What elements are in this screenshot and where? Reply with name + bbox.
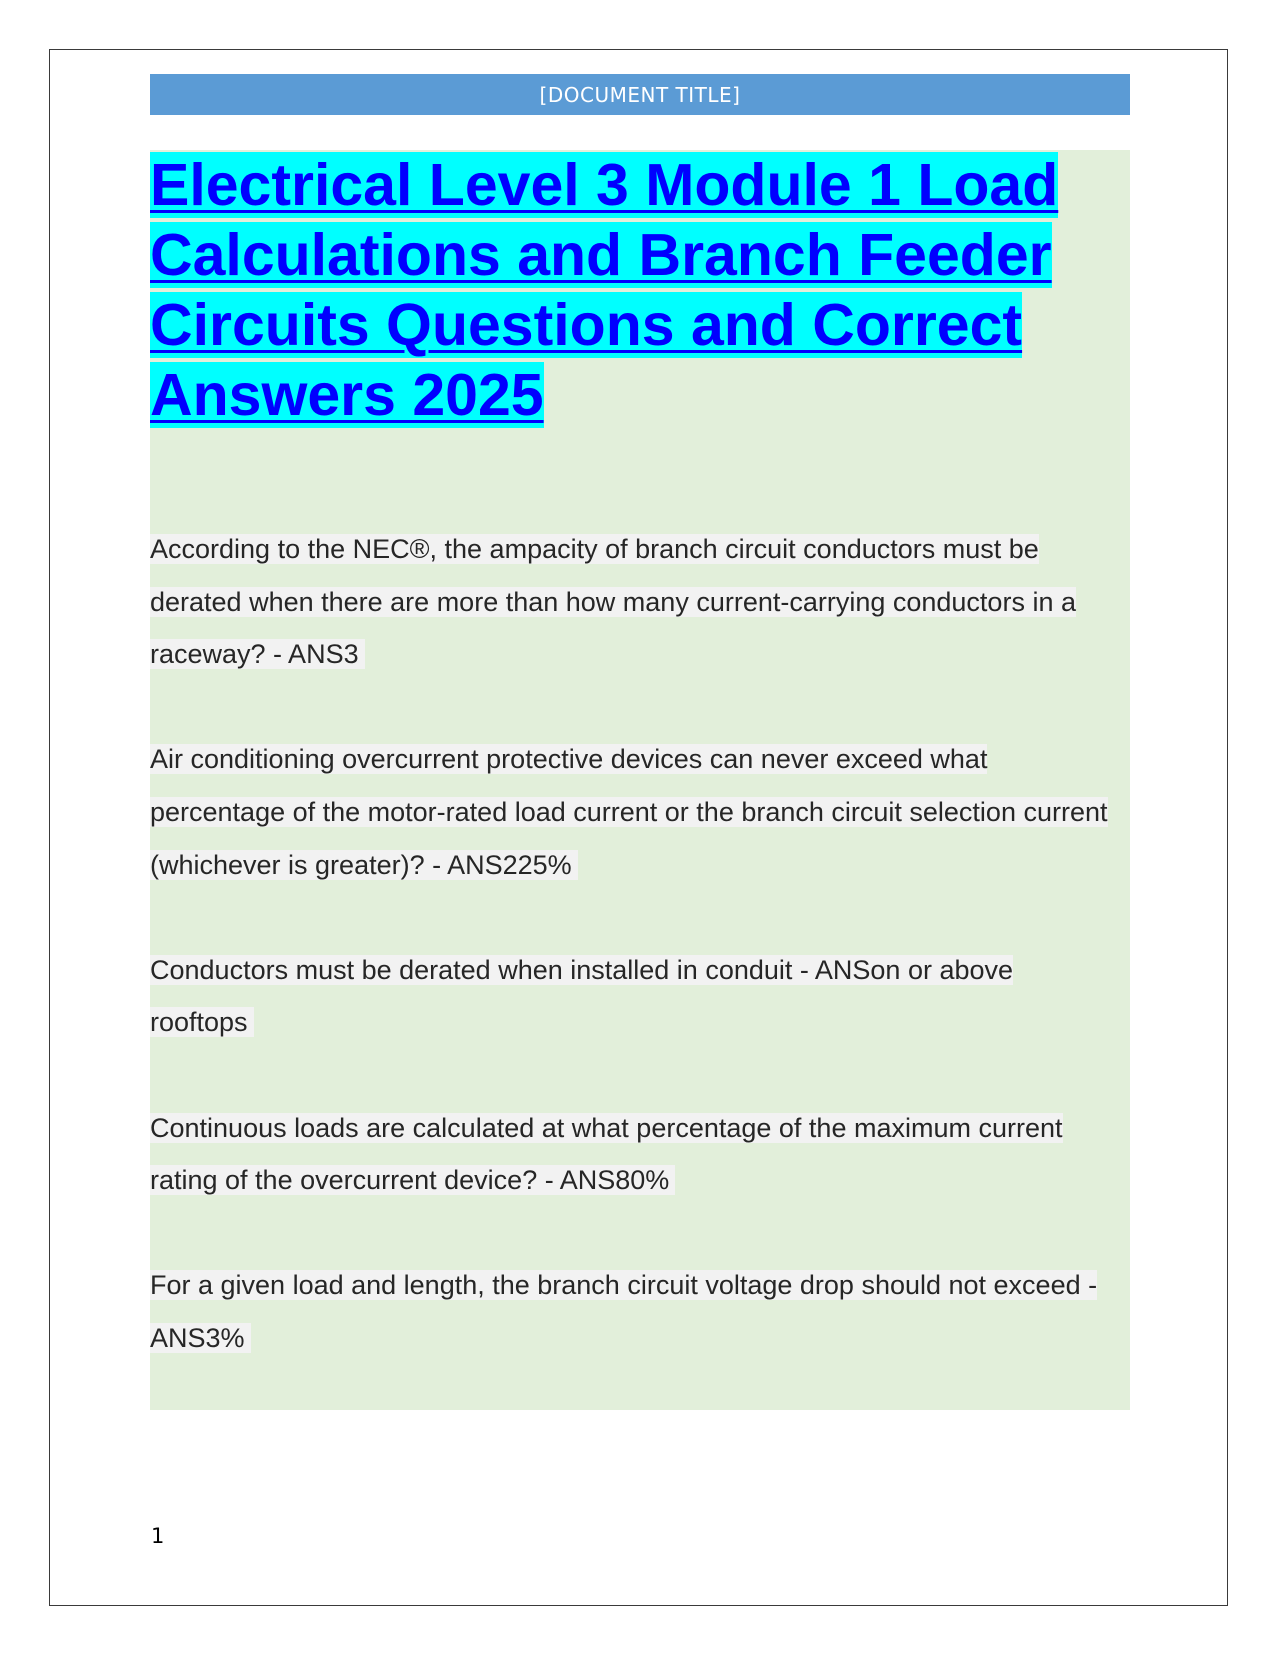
qa-item bbox=[150, 1102, 1120, 1207]
qa-list bbox=[150, 523, 1130, 1417]
page-number: 1 bbox=[151, 1524, 165, 1548]
document-heading bbox=[150, 150, 1110, 430]
qa-text: For a given load and length, the branch circuit voltage drop should not exceed - ANS3% bbox=[150, 1270, 1098, 1353]
qa-text: According to the NEC®, the ampacity of branch circuit conductors must be derated when there are more than how many current-carrying conductors in a raceway? - ANS3 bbox=[150, 534, 1076, 670]
document-title-header bbox=[150, 74, 1130, 115]
qa-text: Air conditioning overcurrent protective devices can never exceed what percentage of the motor-rated load current or the branch circuit selection current (whichever is greater)? - ANS225% bbox=[150, 744, 1108, 880]
qa-item bbox=[150, 944, 1120, 1049]
qa-text: Continuous loads are calculated at what percentage of the maximum current rating of the overcurrent device? - ANS80% bbox=[150, 1112, 1063, 1196]
document-title-placeholder: [DOCUMENT TITLE] bbox=[539, 82, 741, 107]
qa-item bbox=[150, 1259, 1120, 1364]
document-heading-link[interactable]: Electrical Level 3 Module 1 Load Calculations and Branch Feeder Circuits Questions and Correct Answers 2025 bbox=[150, 152, 1059, 428]
qa-text: Conductors must be derated when installed in conduit - ANSon or above rooftops bbox=[150, 954, 1014, 1038]
qa-item bbox=[150, 523, 1120, 681]
qa-item bbox=[150, 733, 1120, 891]
